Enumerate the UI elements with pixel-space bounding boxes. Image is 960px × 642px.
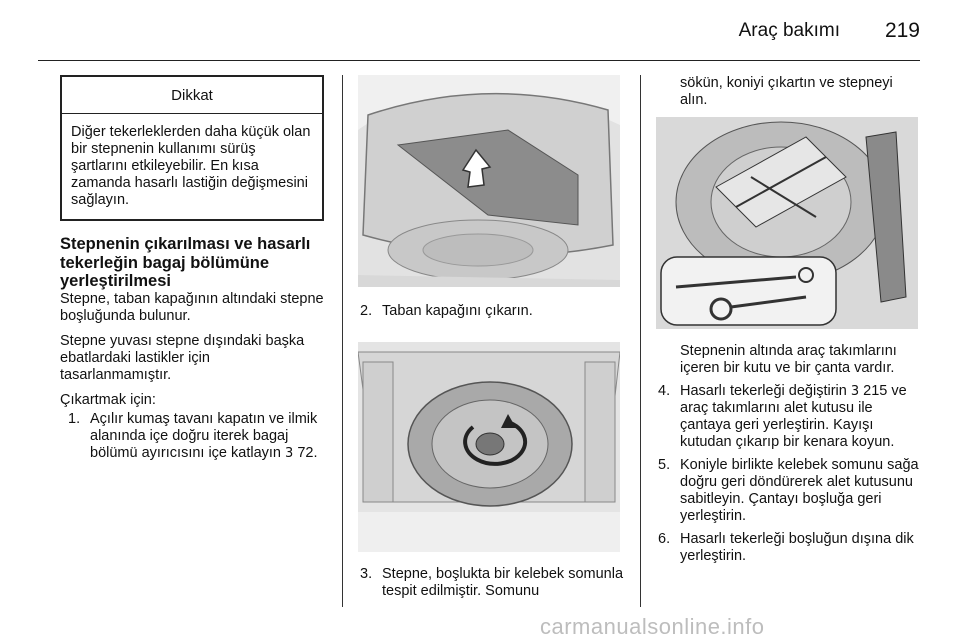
- trunk-floor-cover-image: [358, 75, 620, 287]
- list-text: Açılır kumaş tavanı kapatın ve ilmik alanında içe doğru iterek bagaj bölümü ayırıcısını içe katlayın: [90, 410, 318, 461]
- warning-body: Diğer tekerleklerden daha küçük olan bir stepnenin kullanımı sürüş şartlarını etkileyebilir. En kısa zamanda hasarlı lastiğin değişmesini sağlayın.: [71, 124, 311, 208]
- list-text: Stepne, boşlukta bir kelebek somunla tespit edilmiştir. Somunu: [382, 566, 624, 599]
- column-divider: [640, 75, 641, 607]
- watermark: carmanualsonline.info: [540, 614, 765, 639]
- list-text: ve araç takımlarını alet kutusu ile çantaya geri yerleştirin. Kayışı kutudan çıkarıp bir kenara koyun.: [680, 383, 907, 450]
- warning-title: Dikkat: [62, 77, 322, 114]
- list-item: [360, 303, 625, 320]
- list-number: 4.: [658, 383, 671, 399]
- list-item: [658, 531, 922, 565]
- list-text: Koniyle birlikte kelebek somunu sağa doğru geri döndürerek alet kutusunu sabitleyin. Çantayı boşluğa geri yerleştirin.: [680, 457, 919, 524]
- list-number: 2.: [360, 303, 373, 319]
- page-ref: 72.: [297, 444, 318, 461]
- column-divider: [342, 75, 343, 607]
- column-left: [60, 75, 324, 468]
- list-item: [60, 411, 324, 462]
- list-number: 1.: [68, 410, 81, 427]
- column-middle: [360, 75, 625, 606]
- column-right: [658, 75, 922, 571]
- list-number: 5.: [658, 457, 671, 473]
- list-text: Hasarlı tekerleği değiştirin: [680, 383, 847, 399]
- warning-box: [60, 75, 324, 221]
- page-ref: 215: [863, 383, 888, 399]
- tool-kit-image: [656, 117, 918, 329]
- list-text: Taban kapağını çıkarın.: [382, 303, 533, 319]
- section-title: Stepnenin çıkarılması ve hasarlı tekerleğin bagaj bölümüne yerleştirilmesi: [60, 235, 311, 290]
- header-rule: [38, 60, 920, 61]
- paragraph: Çıkartmak için:: [60, 391, 156, 408]
- page-number: 219: [884, 19, 920, 42]
- paragraph: Stepne, taban kapağının altındaki stepne boşluğunda bulunur.: [60, 290, 324, 324]
- page-ref-arrow-icon: 3: [285, 445, 294, 461]
- list-number: 6.: [658, 531, 671, 547]
- list-item: [360, 566, 625, 600]
- list-item: [658, 457, 922, 525]
- page-ref-arrow-icon: 3: [850, 384, 860, 399]
- paragraph: sökün, koniyi çıkartın ve stepneyi alın.: [680, 75, 893, 108]
- image-caption: Stepnenin altında araç takımlarını içeren bir kutu ve bir çanta vardır.: [680, 343, 897, 376]
- list-number: 3.: [360, 566, 373, 582]
- page-header-title: Araç bakımı: [738, 20, 840, 41]
- list-item: [658, 383, 922, 451]
- paragraph: Stepne yuvası stepne dışındaki başka ebatlardaki lastikler için tasarlanmamıştır.: [60, 332, 305, 383]
- spare-wheel-well-image: [358, 342, 620, 552]
- list-text: Hasarlı tekerleği boşluğun dışına dik yerleştirin.: [680, 531, 914, 564]
